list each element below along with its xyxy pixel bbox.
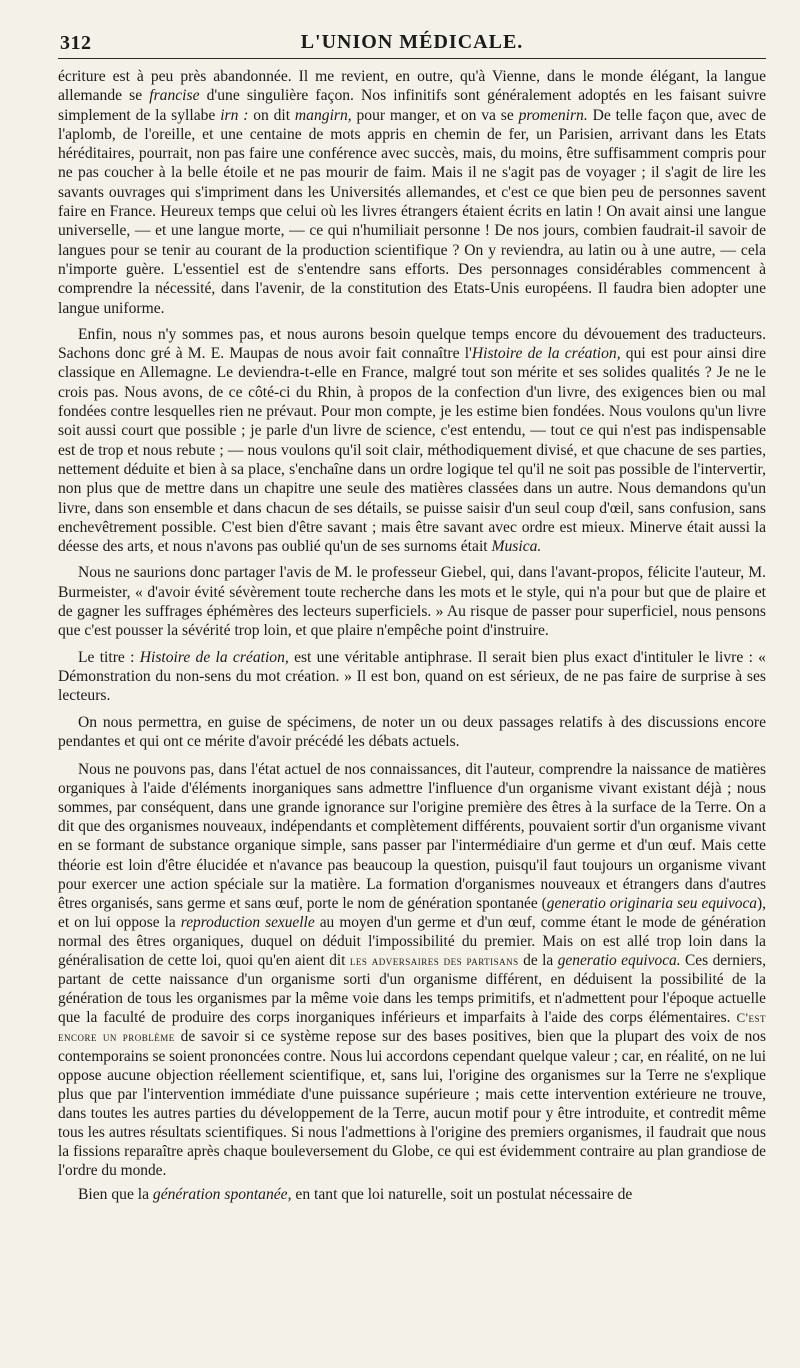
small-caps-text: C'est encore un problème	[58, 1010, 766, 1045]
running-title: L'UNION MÉDICALE.	[300, 31, 524, 53]
text-run: Enfin, nous n'y sommes pas, et nous aurons besoin quelque temps encore du dévouement des traducteurs. Sachons donc gré à M. E. Maupas de nous avoir fait connaître l'	[58, 325, 766, 363]
paragraph	[58, 648, 766, 706]
article-body	[58, 67, 766, 1204]
text-run: ), et on lui oppose la	[58, 894, 766, 931]
italic-text: mangirn,	[294, 106, 352, 124]
text-run: qui est pour ainsi dire classique en Allemagne. Le deviendra-t-elle en France, malgré tout son mérite et ses solides qualités ? Je ne le crois pas. Nous avons, de ce côté-ci du Rhin, à propos de la confection d'un livre, des exigences bien ou mal fondées contre lesquelles rien ne prévaut. Pour mon compte, je les estime bien fondées. Nous voulons qu'un livre soit aussi court que possible ; je parle d'un livre de science, c'est entendu, — tout ce qui n'est pas indispensable est de trop et nous rebute ; — nous voulons qu'il soit clair, méthodiquement divisé, et que chacune de ses parties, nettement déduite et bien à sa place, s'enchaîne dans un ordre logique tel qu'il ne soit pas possible de l'intervertir, non plus que de mettre dans un chapitre une seule des matières classées dans un autre. Nous demandons qu'un livre, dans son ensemble et dans chacun de ses détails, se puisse saisir d'un seul coup d'œil, sans confusion, sans enchevêtrement possible. C'est bien d'être savant ; mais être savant avec ordre est mieux. Minerve était aussi la déesse des arts, et nous n'avons pas oublié qu'un de ses surnoms était	[58, 345, 766, 556]
paragraph	[58, 563, 766, 640]
italic-text: francise	[149, 87, 200, 105]
text-run: Le titre :	[78, 648, 140, 666]
text-run: d'une singulière façon. Nos infinitifs sont généralement adoptés en les faisant suivre simplement de la syllabe	[58, 87, 766, 124]
text-run: Ces derniers, partant de cette naissance d'un organisme sorti d'un organisme différent, en déduisent la possibilité de la génération de tous les organismes par la même voie dans les temps primitifs, et n'admettent pour l'époque actuelle que la faculté de produire des corps inorganiques inférieurs et imparfaits à l'aide des corps élémentaires.	[58, 952, 767, 1027]
italic-text: generatio originaria seu equivoca	[546, 894, 758, 912]
text-run: Bien que la	[78, 1186, 153, 1204]
text-run: De telle façon que, avec de l'aplomb, de l'oreille, et une centaine de mots appris en chemin de fer, un Parisien, arrivant dans les Etats héréditaires, pourrait, non pas faire une conférence avec succès, mais, du moins, être suffisamment compris pour ne pas coucher à la belle étoile et ne pas mourir de faim. Mais il ne s'agit pas de voyager ; il s'agit de lire les savants ouvrages qui s'impriment dans les Universités allemandes, et c'est ce que bien peu de personnes savent faire en France. Heureux temps que celui où les livres étrangers étaient écrits en latin ! On avait ainsi une langue universelle, — et une langue morte, — ce qui n'humiliait personne ! De nos jours, combien faudrait-il savoir de langues pour se tenir au courant de la production scientifique ? On y reviendra, au latin ou à une autre, — cela n'importe guère. L'essentiel est de s'entendre sans efforts. Des personnages considérables commencent à comprendre la nécessité, dans l'avenir, de la constitution des Etats-Unis européens. Il faudra bien adopter une langue uniforme.	[58, 106, 767, 317]
paragraph	[58, 1185, 766, 1204]
text-run: en tant que loi naturelle, soit un postulat nécessaire de	[291, 1186, 633, 1204]
paragraph	[58, 760, 766, 1180]
small-caps-text: les adversaires des partisans	[349, 953, 519, 969]
text-run: On nous permettra, en guise de spécimens, de noter un ou deux passages relatifs à des discussions encore pendantes et qui ont ce mérite d'avoir précédé les débats actuels.	[58, 713, 766, 750]
page-header	[58, 28, 766, 59]
text-run: de savoir si ce système repose sur des bases positives, bien que la plupart des voix de nos contemporains se soient prononcées contre. Nous lui accordons cependant quelque valeur ; car, en réalité, on ne lui oppose aucune objection réellement scientifique, et, sans lui, l'origine des organismes sur la Terre ne s'explique plus que par l'intervention immédiate d'une puissance supérieure ; mais cette intervention extérieure ne trouve, dans toutes les autres parties du développement de la Terre, aucun motif pour y être introduite, et contredit même tous les autres résultats scientifiques. Si nous l'admettions à l'origine des premiers organismes, il faudrait que nous la fissions reparaître après chaque bouleversement du Globe, ce qui est évidemment contraire au plan grandiose de l'ordre du monde.	[58, 1028, 766, 1180]
paragraph	[58, 325, 766, 557]
text-run: on dit	[248, 106, 295, 124]
italic-text: génération spontanée,	[152, 1186, 292, 1204]
italic-text: Musica.	[491, 538, 542, 556]
text-run: de la	[518, 952, 558, 970]
page-number: 312	[60, 32, 92, 54]
paragraph	[58, 67, 766, 318]
text-run: pour manger, et on va se	[351, 106, 519, 124]
text-run: Nous ne saurions donc partager l'avis de M. le professeur Giebel, qui, dans l'avant-propos, félicite l'auteur, M. Burmeister, « d'avoir évité sévèrement toute recherche dans les mots et le style, qui n'a pour but que de plaire et de gagner les suffrages éphémères des lecteurs superficiels. » Au risque de passer pour superficiel, nous pensons que c'est pousser la sévérité trop loin, et que plaire n'empêche point d'instruire.	[58, 564, 766, 640]
text-run: Nous ne pouvons pas, dans l'état actuel de nos connaissances, dit l'auteur, comprendre la naissance de matières organiques à l'aide d'éléments inorganiques sans admettre l'influence d'un organisme vivant existant déjà ; nous sommes, par conséquent, dans une grande ignorance sur l'origine première des êtres à la surface de la Terre. On a dit que des organismes nouveaux, indépendants et complètement différents, pouvaient sortir d'un organisme vivant en se formant de substance organique simple, sans passer par l'intermédiaire d'un germe et d'un œuf. Mais cette théorie est loin d'être élucidée et n'avance pas beaucoup la question, puisqu'il faut toujours un organisme vivant pour exercer une action spéciale sur la matière. La formation d'organismes nouveaux et étrangers dans d'autres êtres organisés, sans germe et sans œuf, porte le nom de génération spontanée (	[58, 761, 766, 912]
paragraph	[58, 713, 766, 752]
italic-text: promenirn.	[518, 106, 588, 124]
text-run: est une véritable antiphrase. Il serait bien plus exact d'intituler le livre : « Démonstration du non-sens du mot création. » Il est bon, quand on est sérieux, de ne pas faire de surprise à ses lecteurs.	[58, 648, 766, 705]
italic-text: Histoire de la création,	[139, 648, 289, 666]
italic-text: irn :	[220, 106, 249, 124]
text-run: écriture est à peu près abandonnée. Il me revient, en outre, qu'à Vienne, dans le monde élégant, la langue allemande se	[58, 68, 766, 105]
italic-text: Histoire de la création,	[471, 345, 621, 363]
italic-text: reproduction sexuelle	[180, 913, 315, 931]
italic-text: generatio equivoca.	[557, 952, 681, 970]
text-run: au moyen d'un germe et d'un œuf, comme étant le mode de génération normal des êtres organiques, duquel on déduit l'impossibilité du premier. Mais on est allé trop loin dans la généralisation de cette loi, quoi qu'en aient dit	[58, 913, 766, 970]
